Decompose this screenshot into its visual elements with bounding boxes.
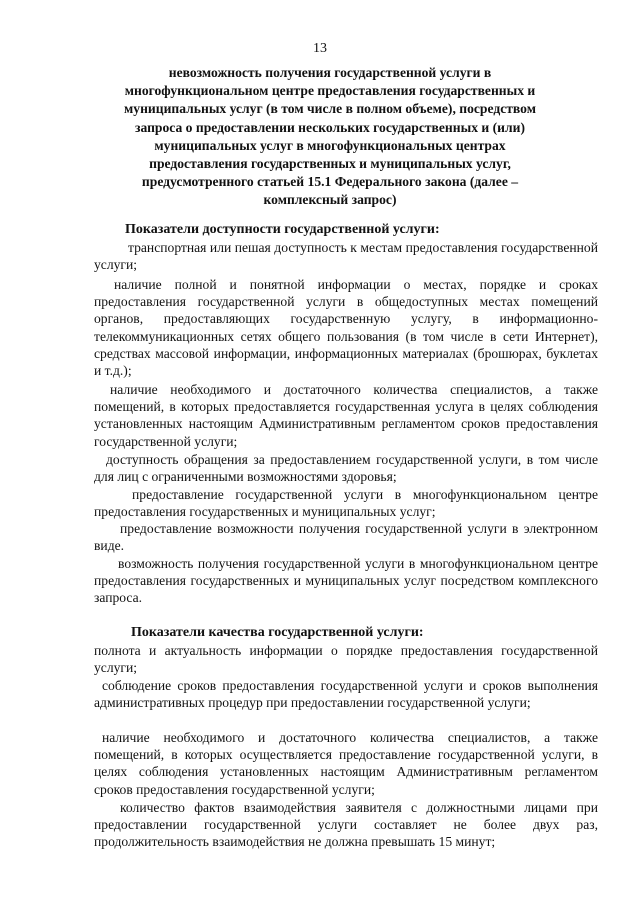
quality-item-4: количество фактов взаимодействия заявителя с должностными лицами при предоставлении государственной услуги составляет не более двух раз, продолжительность взаимодействия не должна превышать 15 минут; <box>94 800 598 850</box>
availability-title: Показатели доступности государственной услуги: <box>125 222 440 237</box>
availability-item-3: наличие необходимого и достаточного количества специалистов, а также помещений, в которых предоставляется государственная услуга в целях соблюдения установленных настоящим Административным регламентом сроков предоставления государственной услуги; <box>94 382 598 449</box>
availability-item-1: транспортная или пешая доступность к местам предоставления государственной услуги; <box>94 240 598 273</box>
quality-item-2: соблюдение сроков предоставления государственной услуги и сроков выполнения административных процедур при предоставлении государственной услуги; <box>94 678 598 711</box>
quality-title: Показатели качества государственной услуги: <box>131 625 424 640</box>
quality-item-1: полнота и актуальность информации о порядке предоставления государственной услуги; <box>94 643 598 676</box>
availability-item-7: возможность получения государственной услуги в многофункциональном центре предоставления государственных и муниципальных услуг посредством комплексного запроса. <box>94 556 598 606</box>
availability-item-6: предоставление возможности получения государственной услуги в электронном виде. <box>94 521 598 554</box>
quality-item-3: наличие необходимого и достаточного количества специалистов, а также помещений, в которых осуществляется предоставление государственной услуги, в целях соблюдения установленных настоящим Административным регламентом сроков предоставления государственной услуги; <box>94 730 598 797</box>
section-heading: невозможность получения государственной услуги в многофункциональном центре предоставления государственных и муниципальных услуг (в том числе в полном объеме), посредством запроса о предоставлении нескольких государственных и (или) муниципальных услуг в многофункциональных центрах предоставления государственных и муниципальных услуг, предусмотренного статьей 15.1 Федерального закона (далее – комплексный запрос) <box>124 65 536 208</box>
availability-item-5: предоставление государственной услуги в многофункциональном центре предоставления государственных и муниципальных услуг; <box>94 487 598 520</box>
availability-item-4: доступность обращения за предоставлением государственной услуги, в том числе для лиц с ограниченными возможностями здоровья; <box>94 452 598 485</box>
availability-item-2: наличие полной и понятной информации о местах, порядке и сроках предоставления государственной услуги в общедоступных местах помещений органов, предоставляющих государственную услугу, в информационно-телекоммуникационных сетях общего пользования (в том числе в сети Интернет), средствах массовой информации, информационных материалах (брошюрах, буклетах и т.д.); <box>94 277 598 379</box>
page-number: 13 <box>313 41 327 56</box>
